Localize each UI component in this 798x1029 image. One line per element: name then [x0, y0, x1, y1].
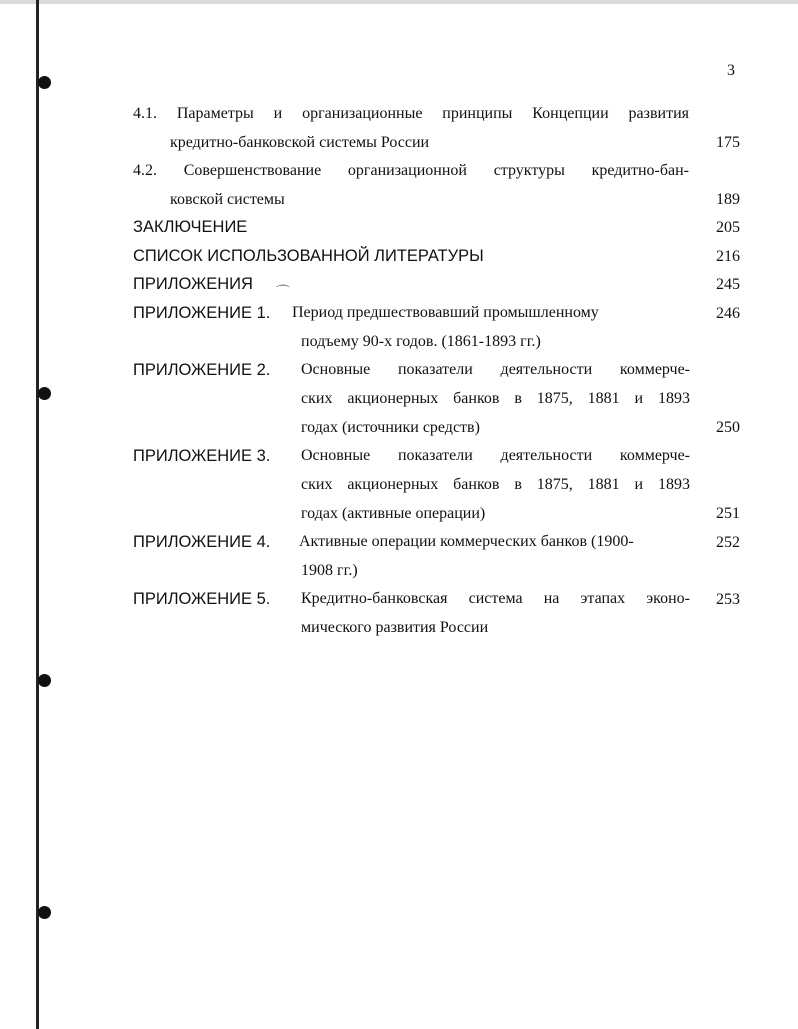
punch-hole-icon — [38, 387, 51, 400]
toc-app2-page: 250 — [716, 419, 740, 436]
scan-top-edge — [0, 0, 798, 4]
toc-app5-label: ПРИЛОЖЕНИЕ 5. — [133, 590, 271, 608]
toc-app2-line2: ских акционерных банков в 1875, 1881 и 1893 — [301, 390, 690, 407]
toc-4-1-line2: кредитно-банковской системы России — [170, 134, 430, 151]
toc-app3-label: ПРИЛОЖЕНИЕ 3. — [133, 447, 271, 465]
toc-conclusion-title: ЗАКЛЮЧЕНИЕ — [133, 218, 248, 236]
toc-app4-label: ПРИЛОЖЕНИЕ 4. — [133, 533, 271, 551]
toc-app1-line2: подъему 90-х годов. (1861-1893 гг.) — [301, 333, 541, 350]
toc-4-1-page: 175 — [716, 134, 740, 151]
toc-app4-line2: 1908 гг.) — [301, 562, 358, 579]
toc-appendices-title: ПРИЛОЖЕНИЯ — [133, 275, 253, 293]
toc-conclusion-page: 205 — [716, 219, 740, 236]
toc-app2-line3: годах (источники средств) — [301, 419, 480, 436]
punch-hole-icon — [38, 906, 51, 919]
toc-app3-line1: Основные показатели деятельности коммерче- — [301, 447, 690, 464]
toc-app1-label: ПРИЛОЖЕНИЕ 1. — [133, 304, 271, 322]
toc-4-1-line1: 4.1. Параметры и организационные принципы Концепции развития — [133, 105, 689, 122]
scan-left-edge — [36, 0, 39, 1029]
toc-app3-line3: годах (активные операции) — [301, 505, 486, 522]
toc-4-2-page: 189 — [716, 191, 740, 208]
toc-references-page: 216 — [716, 248, 740, 265]
toc-references-title: СПИСОК ИСПОЛЬЗОВАННОЙ ЛИТЕРАТУРЫ — [133, 247, 484, 265]
toc-app2-line1: Основные показатели деятельности коммерче- — [301, 361, 690, 378]
toc-app4-line1: Активные операции коммерческих банков (1900- — [299, 533, 634, 550]
toc-app3-line2: ских акционерных банков в 1875, 1881 и 1893 — [301, 476, 690, 493]
toc-app1-page: 246 — [716, 305, 740, 322]
punch-hole-icon — [38, 674, 51, 687]
toc-app5-line2: мического развития России — [301, 619, 489, 636]
toc-appendices-page: 245 — [716, 276, 740, 293]
toc-app1-line1: Период предшествовавший промышленному — [292, 304, 599, 321]
toc-4-2-line2: ковской системы — [170, 191, 285, 208]
toc-app2-label: ПРИЛОЖЕНИЕ 2. — [133, 361, 271, 379]
toc-4-2-line1: 4.2. Совершенствование организационной структуры кредитно-бан- — [133, 162, 689, 179]
punch-hole-icon — [38, 76, 51, 89]
toc-app3-page: 251 — [716, 505, 740, 522]
page-number: 3 — [727, 62, 735, 79]
toc-app5-line1: Кредитно-банковская система на этапах эконо- — [301, 590, 690, 607]
pen-mark: ⌒ — [276, 284, 290, 300]
toc-app5-page: 253 — [716, 591, 740, 608]
toc-app4-page: 252 — [716, 534, 740, 551]
